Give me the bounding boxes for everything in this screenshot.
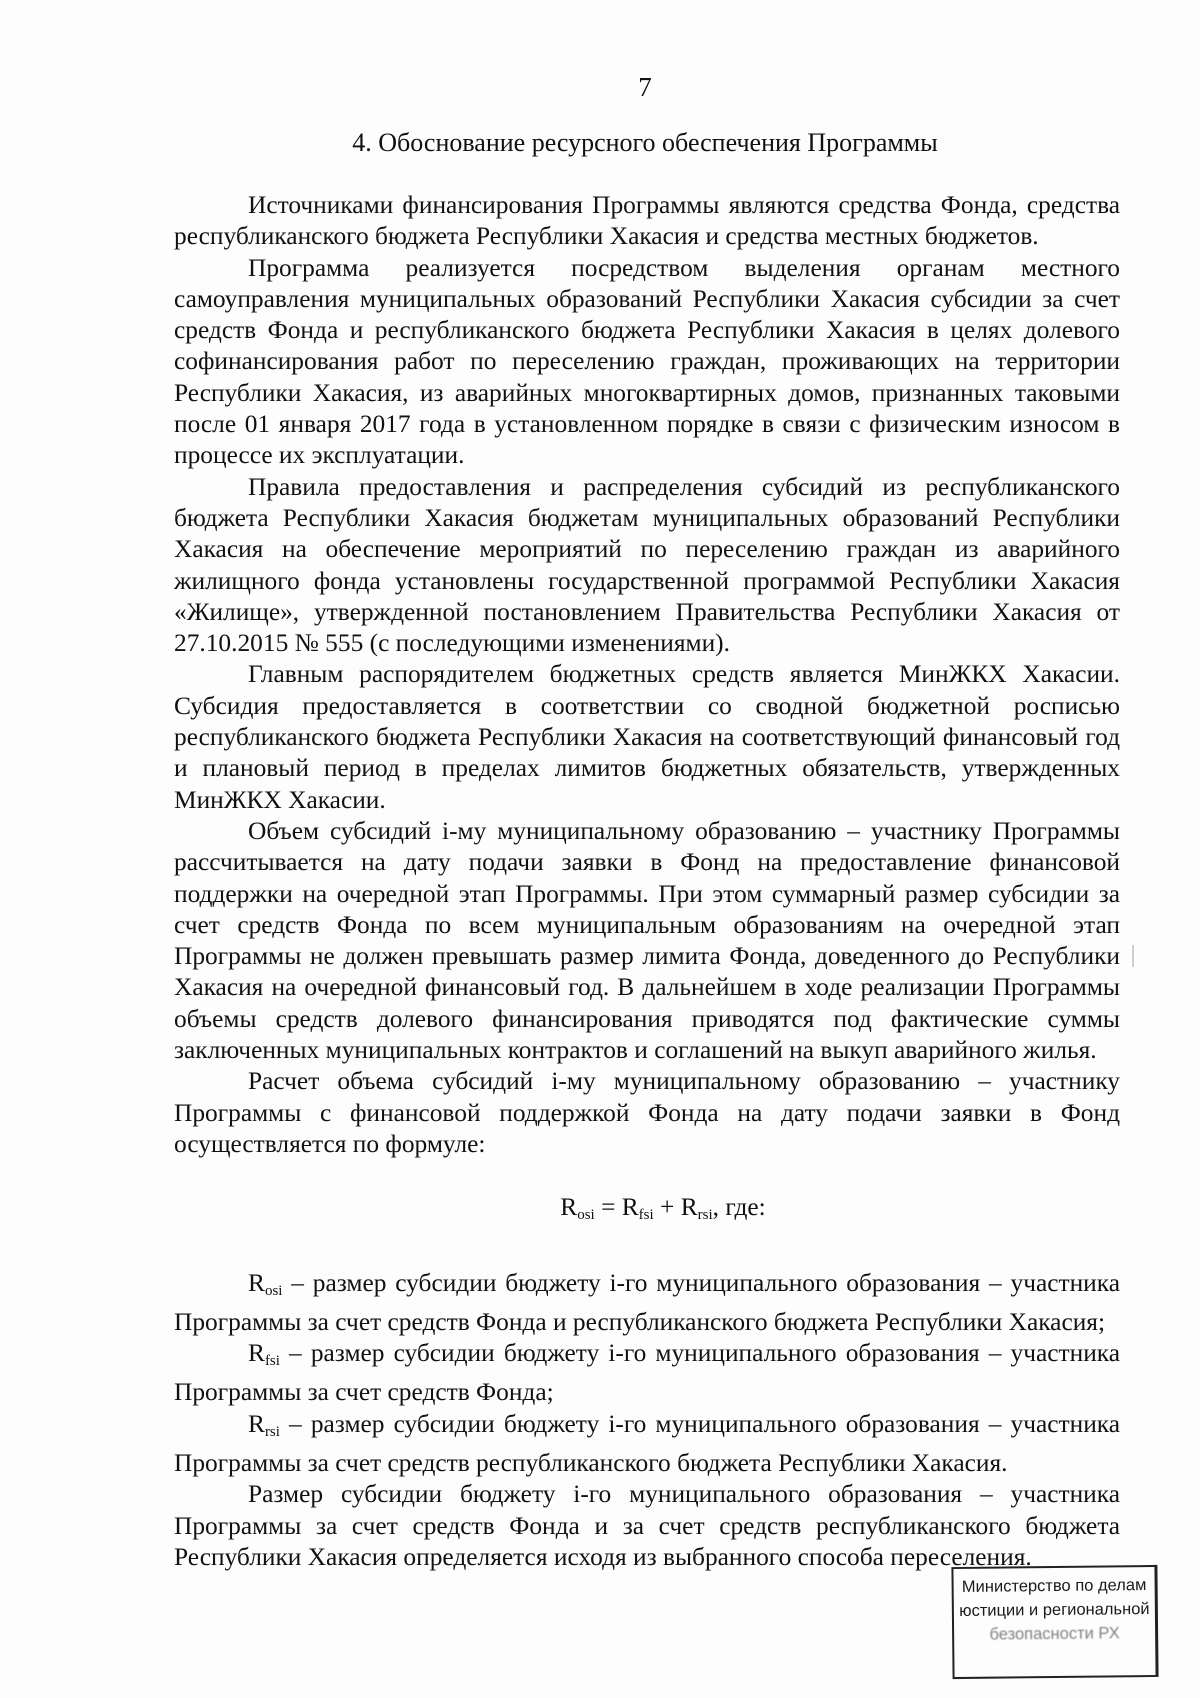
definition-r-fsi: $R_{fsi}$ – размер субсидии бюджету i-го муниципального образования – участника Программы за счет средств Фонда;: [174, 1339, 1120, 1407]
ministry-stamp: [951, 1565, 1158, 1679]
paragraph-funding-sources: Источниками финансирования Программы являются средства Фонда, средства республиканского бюджета Республики Хакасия и средства местных бюджетов.: [174, 191, 1120, 251]
paragraph-program-implementation: Программа реализуется посредством выделения органам местного самоуправления муниципальных образований Республики Хакасия субсидии за счет средств Фонда и республиканского бюджета Республики Хакасия в целях долевого софинансирования работ по переселению граждан, проживающих на территории Республики Хакасия, из аварийных многоквартирных домов, признанных таковыми после 01 января 2017 года в установленном порядке в связи с физическим износом в процессе их эксплуатации.: [174, 253, 1120, 470]
stamp-line-2: юстиции и региональной: [959, 1600, 1150, 1621]
stamp-line-3: безопасности РХ: [989, 1624, 1120, 1644]
definition-r-rsi: $R_{rsi}$ – размер субсидии бюджету i-го муниципального образования – участника Программы за счет средств республиканского бюджета Республики Хакасия.: [174, 1409, 1120, 1477]
stamp-line-1: Министерство по делам: [961, 1576, 1147, 1596]
definition-r-osi: $R_{osi}$ – размер субсидии бюджету i-го муниципального образования – участника Программы за счет средств Фонда и республиканского бюджета Республики Хакасия;: [174, 1268, 1120, 1336]
document-body: [174, 190, 1120, 1573]
paragraph-calculation-intro: Расчет объема субсидий i-му муниципальному образованию – участнику Программы с финансовой поддержкой Фонда на дату подачи заявки в Фонд осуществляется по формуле:: [174, 1067, 1120, 1158]
paragraph-subsidy-rules: Правила предоставления и распределения субсидий из республиканского бюджета Республики Хакасия бюджетам муниципальных образований Республики Хакасия на обеспечение мероприятий по переселению граждан из аварийного жилищного фонда установлены государственной программой Республики Хакасия «Жилище», утвержденной постановлением Правительства Республики Хакасия от 27.10.2015 № 555 (с последующими изменениями).: [174, 472, 1120, 658]
formula: $R_{osi} = R_{fsi} + R_{rsi}$, где:: [560, 1193, 766, 1224]
section-title: 4. Обоснование ресурсного обеспечения Программы: [352, 128, 938, 157]
scan-artifact: [1132, 945, 1134, 967]
paragraph-subsidy-size: Размер субсидии бюджету i-го муниципального образования – участника Программы за счет средств Фонда и за счет средств республиканского бюджета Республики Хакасия определяется исходя из выбранного способа переселения.: [174, 1480, 1120, 1571]
page-number: 7: [638, 72, 652, 102]
paragraph-main-administrator: Главным распорядителем бюджетных средств является МинЖКХ Хакасии. Субсидия предоставляется в соответствии со сводной бюджетной росписью республиканского бюджета Республики Хакасия на соответствующий финансовый год и плановый период в пределах лимитов бюджетных обязательств, утвержденных МинЖКХ Хакасии.: [174, 660, 1120, 814]
paragraph-subsidy-volume: Объем субсидий i-му муниципальному образованию – участнику Программы рассчитывается на дату подачи заявки в Фонд на предоставление финансовой поддержки на очередной этап Программы. При этом суммарный размер субсидии за счет средств Фонда по всем муниципальным образованиям на очередной этап Программы не должен превышать размер лимита Фонда, доведенного до Республики Хакасия на очередной финансовый год. В дальнейшем в ходе реализации Программы объемы средств долевого финансирования приводятся под фактические суммы заключенных муниципальных контрактов и соглашений на выкуп аварийного жилья.: [174, 816, 1120, 1065]
